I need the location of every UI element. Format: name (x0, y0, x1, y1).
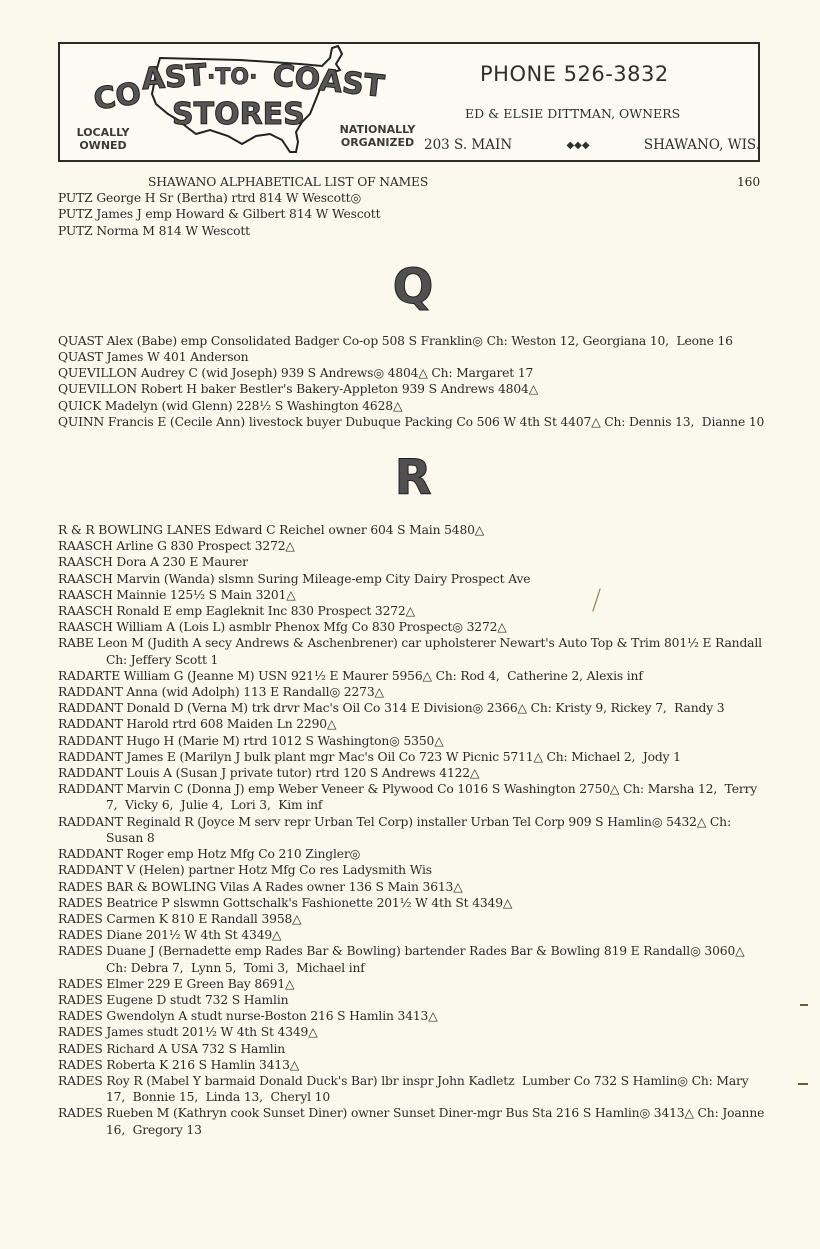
directory-entry: RADDANT Donald D (Verna M) trk drvr Mac's Oil Co 314 E Division◎ 2366△ Ch: Kristy 9, Rickey 7, Randy 3 (58, 701, 725, 716)
directory-entry: RADDANT Marvin C (Donna J) emp Weber Veneer & Plywood Co 1016 S Washington 2750△ Ch: Marsha 12, Terry 7, Vicky 6, Julie 4, Lori 3, Kim inf (58, 782, 761, 813)
directory-entry: RADES Beatrice P slswmn Gottschalk's Fashionette 201½ W 4th St 4349△ (58, 895, 513, 910)
section-q (58, 333, 768, 430)
directory-entry: PUTZ James J emp Howard & Gilbert 814 W Wescott (58, 207, 381, 222)
directory-entry: RADES Eugene D studt 732 S Hamlin (58, 992, 289, 1007)
margin-mark (798, 1083, 808, 1085)
directory-entry: RADES Rueben M (Kathryn cook Sunset Diner) owner Sunset Diner-mgr Bus Sta 216 S Hamlin◎ 3413△ Ch: Joanne 16, Gregory 13 (58, 1106, 768, 1137)
page-number: 160 (736, 175, 760, 189)
directory-entry: QUICK Madelyn (wid Glenn) 228½ S Washington 4628△ (58, 398, 403, 413)
locally-text: LOCALLY (76, 126, 130, 139)
directory-entry: RADES Richard A USA 732 S Hamlin (58, 1041, 286, 1056)
ad-owners: ED & ELSIE DITTMAN, OWNERS (465, 106, 681, 121)
logo-text-stores: STORES (172, 97, 305, 132)
directory-entry: RADES James studt 201½ W 4th St 4349△ (58, 1025, 318, 1040)
directory-entry: QUAST Alex (Babe) emp Consolidated Badger Co-op 508 S Franklin◎ Ch: Weston 12, Georgiana 10, Leone 16 (58, 333, 733, 348)
directory-entry: RADDANT James E (Marilyn J bulk plant mgr Mac's Oil Co 723 W Picnic 5711△ Ch: Michael 2, Jody 1 (58, 749, 681, 764)
directory-entry: RADDANT Louis A (Susan J private tutor) rtrd 120 S Andrews 4122△ (58, 766, 480, 781)
directory-entry: RADARTE William G (Jeanne M) USN 921½ E Maurer 5956△ Ch: Rod 4, Catherine 2, Alexis inf (58, 668, 643, 683)
directory-entry: RAASCH Marvin (Wanda) slsmn Suring Mileage-emp City Dairy Prospect Ave (58, 571, 531, 586)
section-r (58, 522, 768, 1138)
logo-text-coast-left: CO (91, 76, 144, 118)
directory-entry: RADES Elmer 229 E Green Bay 8691△ (58, 976, 295, 991)
directory-entry: QUINN Francis E (Cecile Ann) livestock buyer Dubuque Packing Co 506 W 4th St 4407△ Ch: Dennis 13, Dianne 10 (58, 414, 765, 429)
directory-entry: RADES Diane 201½ W 4th St 4349△ (58, 928, 282, 943)
logo-text-coast-right: COAST (270, 58, 386, 105)
logo-text-ast: AST (140, 57, 209, 98)
ad-phone: PHONE 526-3832 (480, 62, 669, 86)
directory-entry: RADES Roy R (Mabel Y barmaid Donald Duck's Bar) lbr inspr John Kadletz Lumber Co 732 S Hamlin◎ Ch: Mary 17, Bonnie 15, Linda 13, Cheryl 10 (58, 1073, 753, 1105)
ad-address-line (424, 137, 760, 155)
directory-entry: RADES BAR & BOWLING Vilas A Rades owner 136 S Main 3613△ (58, 879, 463, 894)
section-letter-q: Q (392, 258, 434, 315)
ad-street: 203 S. MAIN (424, 137, 513, 153)
directory-entry: RADDANT Anna (wid Adolph) 113 E Randall◎ 2273△ (58, 685, 384, 700)
directory-entry: PUTZ George H Sr (Bertha) rtrd 814 W Wescott◎ (58, 191, 362, 206)
page-header (58, 174, 768, 190)
directory-entry: QUEVILLON Audrey C (wid Joseph) 939 S Andrews◎ 4804△ Ch: Margaret 17 (58, 366, 534, 381)
directory-entry: RAASCH Dora A 230 E Maurer (58, 555, 248, 570)
directory-entry: RADES Duane J (Bernadette emp Rades Bar & Bowling) bartender Rades Bar & Bowling 819 E Randall◎ 3060△ Ch: Debra 7, Lynn 5, Tomi 3, Michael inf (58, 944, 749, 975)
section-p (58, 190, 768, 239)
owned-text: OWNED (79, 139, 127, 152)
directory-entry: RADES Roberta K 216 S Hamlin 3413△ (58, 1057, 300, 1072)
directory-entry: RADES Carmen K 810 E Randall 3958△ (58, 911, 302, 926)
directory-entry: RABE Leon M (Judith A secy Andrews & Aschenbrener) car upholsterer Newart's Auto Top & Trim 801½ E Randall Ch: Jeffery Scott 1 (58, 636, 766, 667)
organized-text: ORGANIZED (340, 136, 415, 149)
section-letter-r: R (394, 450, 432, 507)
nationally-text: NATIONALLY (339, 123, 416, 136)
directory-entry: RAASCH Mainnie 125½ S Main 3201△ (58, 587, 296, 602)
locally-owned-label (68, 126, 138, 152)
directory-entry: RAASCH Ronald E emp Eagleknit Inc 830 Prospect 3272△ (58, 604, 415, 619)
directory-entry: R & R BOWLING LANES Edward C Reichel owner 604 S Main 5480△ (58, 523, 485, 538)
nationally-organized-label (330, 123, 425, 149)
logo-text-to: ·TO· (207, 65, 258, 90)
directory-entry: RADES Gwendolyn A studt nurse-Boston 216 S Hamlin 3413△ (58, 1009, 438, 1024)
coast-to-coast-advertisement (58, 42, 760, 162)
directory-entry: QUAST James W 401 Anderson (58, 350, 249, 365)
directory-entry: RAASCH Arline G 830 Prospect 3272△ (58, 539, 295, 554)
directory-entry: RADDANT Reginald R (Joyce M serv repr Urban Tel Corp) installer Urban Tel Corp 909 S Hamlin◎ 5432△ Ch: Susan 8 (58, 814, 735, 845)
directory-entry: RADDANT Roger emp Hotz Mfg Co 210 Zingler◎ (58, 847, 361, 862)
directory-listing (58, 174, 768, 1138)
coast-to-coast-logo (60, 44, 420, 160)
directory-entry: RADDANT Hugo H (Marie M) rtrd 1012 S Washington◎ 5350△ (58, 733, 444, 748)
page-title: SHAWANO ALPHABETICAL LIST OF NAMES (148, 175, 429, 189)
diamond-separator-icon: ◆◆◆ (566, 140, 590, 151)
directory-entry: RAASCH William A (Lois L) asmblr Phenox Mfg Co 830 Prospect◎ 3272△ (58, 620, 507, 635)
ad-city: SHAWANO, WIS. (643, 137, 760, 153)
directory-entry: RADDANT V (Helen) partner Hotz Mfg Co res Ladysmith Wis (58, 863, 432, 878)
directory-entry: PUTZ Norma M 814 W Wescott (58, 223, 250, 238)
directory-entry: QUEVILLON Robert H baker Bestler's Bakery-Appleton 939 S Andrews 4804△ (58, 382, 539, 397)
directory-entry: RADDANT Harold rtrd 608 Maiden Ln 2290△ (58, 717, 337, 732)
margin-mark (800, 1004, 808, 1006)
